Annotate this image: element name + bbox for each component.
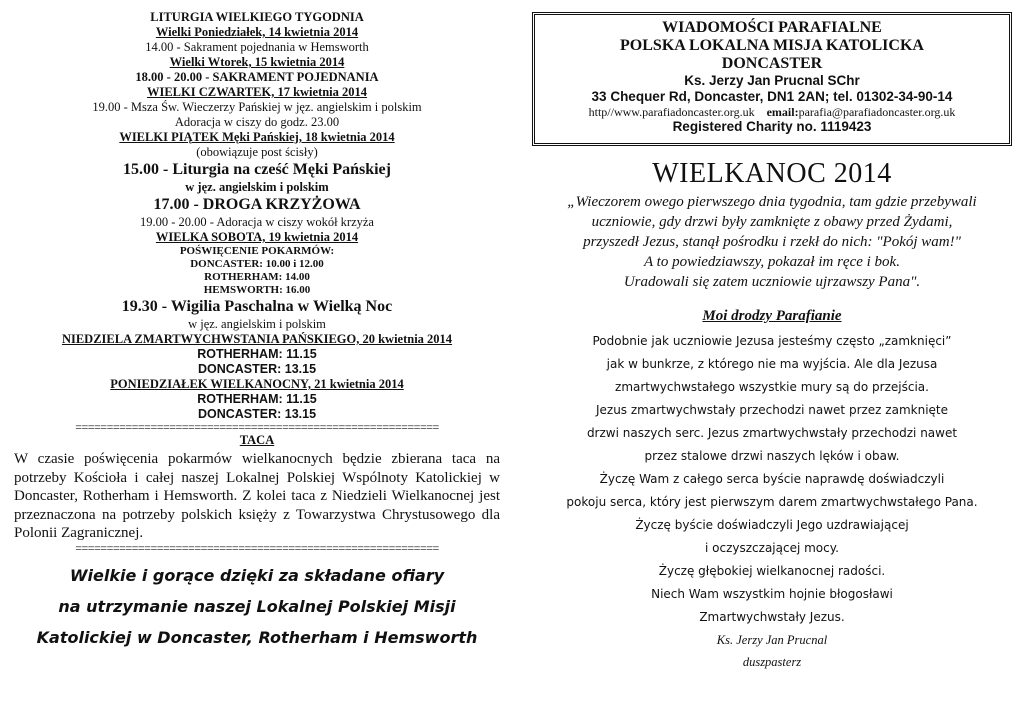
schedule-line: 19.00 - Msza Św. Wieczerzy Pańskiej w jęz. angielskim i polskim xyxy=(92,100,422,114)
parish-header-box xyxy=(532,12,1012,146)
email-label: email: xyxy=(766,105,799,119)
right-column xyxy=(532,12,1012,673)
message-line: zmartwychwstałego wszystkie mury są do przejścia. xyxy=(615,380,929,394)
thanks-line: na utrzymanie naszej Lokalnej Polskiej Misji xyxy=(58,596,456,616)
schedule-line: LITURGIA WIELKIEGO TYGODNIA xyxy=(150,10,364,24)
schedule-line: 17.00 - DROGA KRZYŻOWA xyxy=(153,196,361,213)
schedule-line: PONIEDZIAŁEK WIELKANOCNY, 21 kwietnia 2014 xyxy=(110,377,404,391)
header-mission: POLSKA LOKALNA MISJA KATOLICKA xyxy=(620,37,924,54)
schedule-line: ROTHERHAM: 14.00 xyxy=(204,271,310,283)
message-line: Życzę Wam z całego serca byście naprawdę doświadczyli xyxy=(599,472,945,486)
header-contacts xyxy=(541,105,1003,119)
quote-line: „Wieczorem owego pierwszego dnia tygodnia, tam gdzie przebywali xyxy=(567,194,977,210)
quote-line: uczniowie, gdy drzwi były zamknięte z obawy przed Żydami, xyxy=(591,214,953,230)
message-line: Niech Wam wszystkim hojnie błogosławi xyxy=(651,587,893,601)
schedule-line: WIELKI PIĄTEK Męki Pańskiej, 18 kwietnia 2014 xyxy=(119,130,395,144)
header-charity: Registered Charity no. 1119423 xyxy=(672,119,872,134)
quote-line: Uradowali się zatem uczniowie ujrzawszy Pana". xyxy=(623,274,921,290)
message-line: przez stalowe drzwi naszych lęków i obaw. xyxy=(644,449,900,463)
quote-line: A to powiedziawszy, pokazał im ręce i bok. xyxy=(644,254,900,270)
website-link[interactable]: http//www.parafiadoncaster.org.uk xyxy=(588,105,755,119)
easter-message xyxy=(532,330,1012,629)
signature xyxy=(532,629,1012,673)
schedule-line: Wielki Wtorek, 15 kwietnia 2014 xyxy=(169,55,345,69)
separator: ========================================================== xyxy=(75,422,439,433)
greeting: Moi drodzy Parafianie xyxy=(702,308,842,324)
schedule-line: 14.00 - Sakrament pojednania w Hemsworth xyxy=(145,40,369,54)
schedule-line: 18.00 - 20.00 - SAKRAMENT POJEDNANIA xyxy=(135,70,379,84)
schedule-line: 15.00 - Liturgia na cześć Męki Pańskiej xyxy=(123,161,391,178)
schedule-line: HEMSWORTH: 16.00 xyxy=(203,284,311,296)
message-line: drzwi naszych serc. Jezus zmartwychwstały przechodzi nawet xyxy=(586,426,958,440)
signature-role: duszpasterz xyxy=(742,655,802,669)
taca-heading: TACA xyxy=(239,433,275,447)
schedule-line: 19.00 - 20.00 - Adoracja w ciszy wokół krzyża xyxy=(140,215,374,229)
message-line: Jezus zmartwychwstały przechodzi nawet przez zamknięte xyxy=(595,403,948,417)
schedule-line: DONCASTER: 13.15 xyxy=(197,362,317,376)
message-line: Życzę byście doświadczyli Jego uzdrawiającej xyxy=(635,518,909,532)
message-line: i oczyszczającej mocy. xyxy=(705,541,839,555)
schedule-line: POŚWIĘCENIE POKARMÓW: xyxy=(179,245,335,257)
thanks-line: Katolickiej w Doncaster, Rotherham i Hemsworth xyxy=(36,627,478,647)
email-link[interactable]: parafia@parafiadoncaster.org.uk xyxy=(798,105,956,119)
header-city: DONCASTER xyxy=(721,55,823,72)
header-address: 33 Chequer Rd, Doncaster, DN1 2AN; tel. 01302-34-90-14 xyxy=(591,89,953,104)
separator: ========================================================== xyxy=(75,542,439,554)
schedule-line: NIEDZIELA ZMARTWYCHWSTANIA PAŃSKIEGO, 20 kwietnia 2014 xyxy=(61,332,453,346)
thanks-line: Wielkie i gorące dzięki za składane ofiary xyxy=(69,565,445,585)
quote-line: przyszedł Jezus, stanął pośrodku i rzekł do nich: "Pokój wam!" xyxy=(583,234,961,250)
schedule-line: ROTHERHAM: 11.15 xyxy=(197,347,317,361)
message-line: pokoju serca, który jest pierwszym darem zmartwychwstałego Pana. xyxy=(566,495,978,509)
message-line: Zmartwychwstały Jezus. xyxy=(699,610,845,624)
page-title: WIELKANOC 2014 xyxy=(652,158,892,189)
schedule-line: DONCASTER: 13.15 xyxy=(197,407,317,421)
schedule-line: Adoracja w ciszy do godz. 23.00 xyxy=(174,115,340,129)
message-line: jak w bunkrze, z którego nie ma wyjścia. Ale dla Jezusa xyxy=(606,357,938,371)
schedule-line: (obowiązuje post ścisły) xyxy=(196,145,318,159)
schedule-line: WIELKI CZWARTEK, 17 kwietnia 2014 xyxy=(146,85,368,99)
gospel-quote xyxy=(532,192,1012,292)
schedule-line: DONCASTER: 10.00 i 12.00 xyxy=(190,258,324,270)
schedule-line: ROTHERHAM: 11.15 xyxy=(197,392,317,406)
header-priest: Ks. Jerzy Jan Prucnal SChr xyxy=(684,73,860,88)
message-line: Życzę głębokiej wielkanocnej radości. xyxy=(658,564,886,578)
header-title: WIADOMOŚCI PARAFIALNE xyxy=(662,19,882,36)
left-column xyxy=(12,10,502,653)
thanks-message xyxy=(12,560,502,653)
signature-name: Ks. Jerzy Jan Prucnal xyxy=(716,633,828,647)
schedule-line: w jęz. angielskim i polskim xyxy=(185,180,329,194)
schedule-line: WIELKA SOBOTA, 19 kwietnia 2014 xyxy=(155,230,359,244)
schedule-line: Wielki Poniedziałek, 14 kwietnia 2014 xyxy=(155,25,359,39)
taca-text: W czasie poświęcenia pokarmów wielkanocnych będzie zbierana taca na potrzeby Kościoła i całej naszej Lokalnej Polskiej Wspólnoty Katolickiej w Doncaster, Rotherham i Hemsworth. Z kolei taca z Niedzieli Wielkanocnej jest przeznaczona na potrzeby polskich księży z Towarzystwa Chrystusowego dla Polonii Zagranicznej. xyxy=(14,451,500,541)
liturgy-schedule xyxy=(12,10,502,422)
schedule-line: 19.30 - Wigilia Paschalna w Wielką Noc xyxy=(121,298,393,315)
message-line: Podobnie jak uczniowie Jezusa jesteśmy często „zamknięci” xyxy=(592,334,952,348)
schedule-line: w jęz. angielskim i polskim xyxy=(188,317,326,331)
